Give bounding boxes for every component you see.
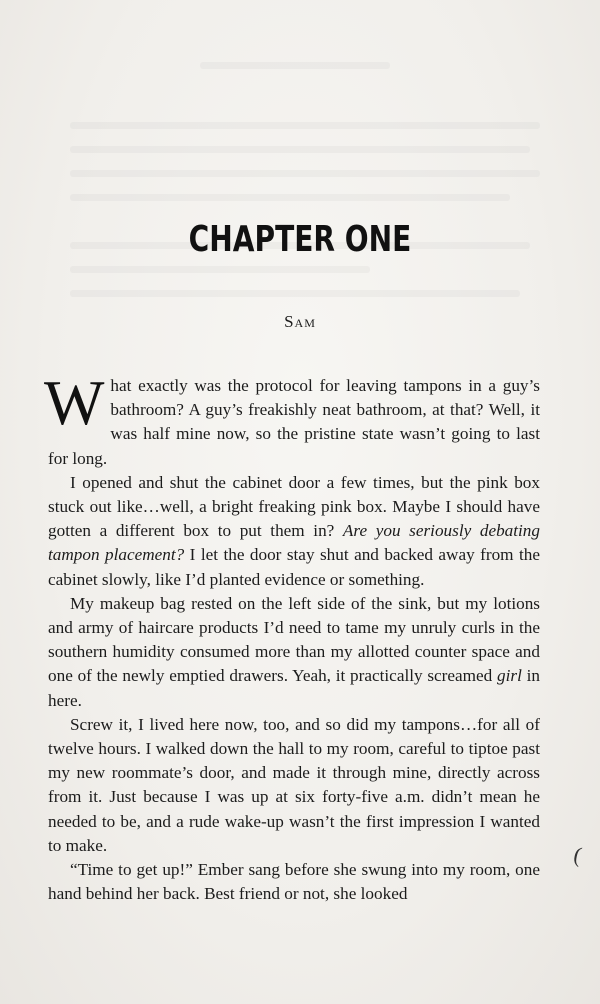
paragraph-5: “Time to get up!” Ember sang before she swung into my room, one hand behind her back. Best friend or not, she looked xyxy=(48,860,540,904)
chapter-title: CHAPTER ONE xyxy=(188,219,412,260)
drop-cap: W xyxy=(44,367,105,438)
paragraph-4: Screw it, I lived here now, too, and so did my tampons…for all of twelve hours. I walked down the hall to my room, careful to tiptoe past my new roommate’s door, and made it through mine, directly across from it. Just because I was up at six forty-five a.m. didn’t mean he needed to be, and a rude wake-up wasn’t the first impression I wanted to make. xyxy=(48,714,540,855)
paragraph-2 xyxy=(48,471,540,592)
paragraph-3 xyxy=(48,592,540,713)
paragraph-2-text-b: I let the door stay shut and backed away from the cabinet slowly, like I’d planted evidence or something. xyxy=(48,545,540,589)
paragraph-2-italic: Are you seriously debating tampon placement? xyxy=(48,521,540,565)
paragraph-2-text-a: I opened and shut the cabinet door a few times, but the pink box stuck out like…well, a bright freaking pink box. Maybe I should have gotten a different box to put them in? xyxy=(48,472,540,541)
narrator-heading: Sam xyxy=(284,312,316,331)
paragraph-3-text-a: My makeup bag rested on the left side of the sink, but my lotions and army of haircare products I’d need to tame my unruly curls in the southern humidity consumed more than my allotted counter space and one of the newly emptied drawers. Yeah, it practically screamed xyxy=(48,593,540,686)
paragraph-3-italic: girl xyxy=(497,666,522,686)
paragraph-1-text: hat exactly was the protocol for leaving tampons in a guy’s bathroom? A guy’s freakishly neat bathroom, at that? Well, it was half mine now, so the pristine state wasn’t going to last for long. xyxy=(48,376,540,468)
paragraph-3-text-b: in here. xyxy=(48,666,540,710)
margin-pencil-mark: ( xyxy=(571,841,584,868)
paragraph-1 xyxy=(44,367,540,471)
chapter-body xyxy=(44,367,540,906)
